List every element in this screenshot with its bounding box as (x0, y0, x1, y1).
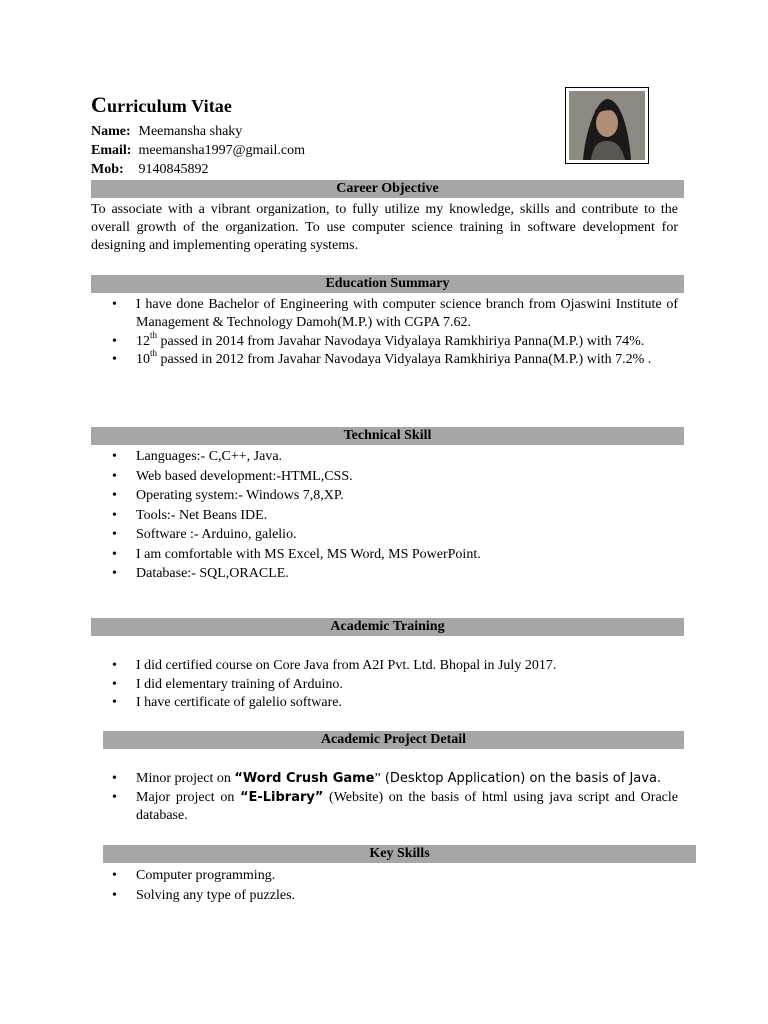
list-item: • Major project on “E-Library” (Website) on the basis of html using java script and Oracle database. (91, 789, 678, 825)
education-heading: Education Summary (91, 275, 684, 293)
email-label: Email: (91, 143, 132, 158)
list-item: • Operating system:- Windows 7,8,XP. (91, 486, 678, 505)
mob-label: Mob: (91, 162, 124, 177)
list-item: • Database:- SQL,ORACLE. (91, 564, 678, 583)
photo-portrait (569, 91, 645, 160)
email-value: meemansha1997@gmail.com (138, 143, 305, 158)
page-title (91, 92, 232, 118)
email-line (91, 142, 305, 160)
list-item: • 12th passed in 2014 from Javahar Navodaya Vidyalaya Ramkhiriya Panna(M.P.) with 74%. (91, 333, 678, 351)
list-item: • I did elementary training of Arduino. (91, 676, 678, 694)
list-item: • I have certificate of galelio software. (91, 694, 678, 712)
technical-list (91, 447, 678, 584)
list-item: • 10th passed in 2012 from Javahar Navodaya Vidyalaya Ramkhiriya Panna(M.P.) with 7.2% . (91, 351, 678, 369)
career-heading: Career Objective (91, 180, 684, 198)
list-item: • Computer programming. (91, 866, 678, 885)
mob-line (91, 161, 209, 179)
list-item: • Software :- Arduino, galelio. (91, 525, 678, 544)
list-item: • Minor project on “Word Crush Game” (Desktop Application) on the basis of Java. (91, 770, 678, 788)
name-value: Meemansha shaky (138, 124, 243, 139)
list-item: • Solving any type of puzzles. (91, 886, 678, 905)
title-initial: C (91, 92, 107, 117)
title-rest: urriculum Vitae (107, 96, 232, 116)
list-item: • Tools:- Net Beans IDE. (91, 506, 678, 525)
projects-heading: Academic Project Detail (103, 731, 684, 749)
keyskills-list (91, 866, 678, 905)
technical-heading: Technical Skill (91, 427, 684, 445)
mob-value: 9140845892 (138, 162, 209, 177)
name-label: Name: (91, 124, 131, 139)
name-line (91, 123, 242, 141)
profile-photo (565, 87, 649, 164)
list-item: • Web based development:-HTML,CSS. (91, 467, 678, 486)
education-list (91, 296, 678, 370)
career-text: To associate with a vibrant organization, to fully utilize my knowledge, skills and contribute to the overall growth of the organization. To use computer science training in software development for designing and implementing operating systems. (91, 202, 678, 253)
list-item: • I have done Bachelor of Engineering with computer science branch from Ojaswini Institute of Management & Technology Damoh(M.P.) with CGPA 7.62. (91, 296, 678, 332)
portrait-icon (569, 91, 645, 160)
training-heading: Academic Training (91, 618, 684, 636)
list-item: • I am comfortable with MS Excel, MS Word, MS PowerPoint. (91, 545, 678, 564)
list-item: • I did certified course on Core Java from A2I Pvt. Ltd. Bhopal in July 2017. (91, 657, 678, 675)
training-list (91, 657, 678, 713)
keyskills-heading: Key Skills (103, 845, 696, 863)
list-item: • Languages:- C,C++, Java. (91, 447, 678, 466)
projects-list (91, 770, 678, 825)
